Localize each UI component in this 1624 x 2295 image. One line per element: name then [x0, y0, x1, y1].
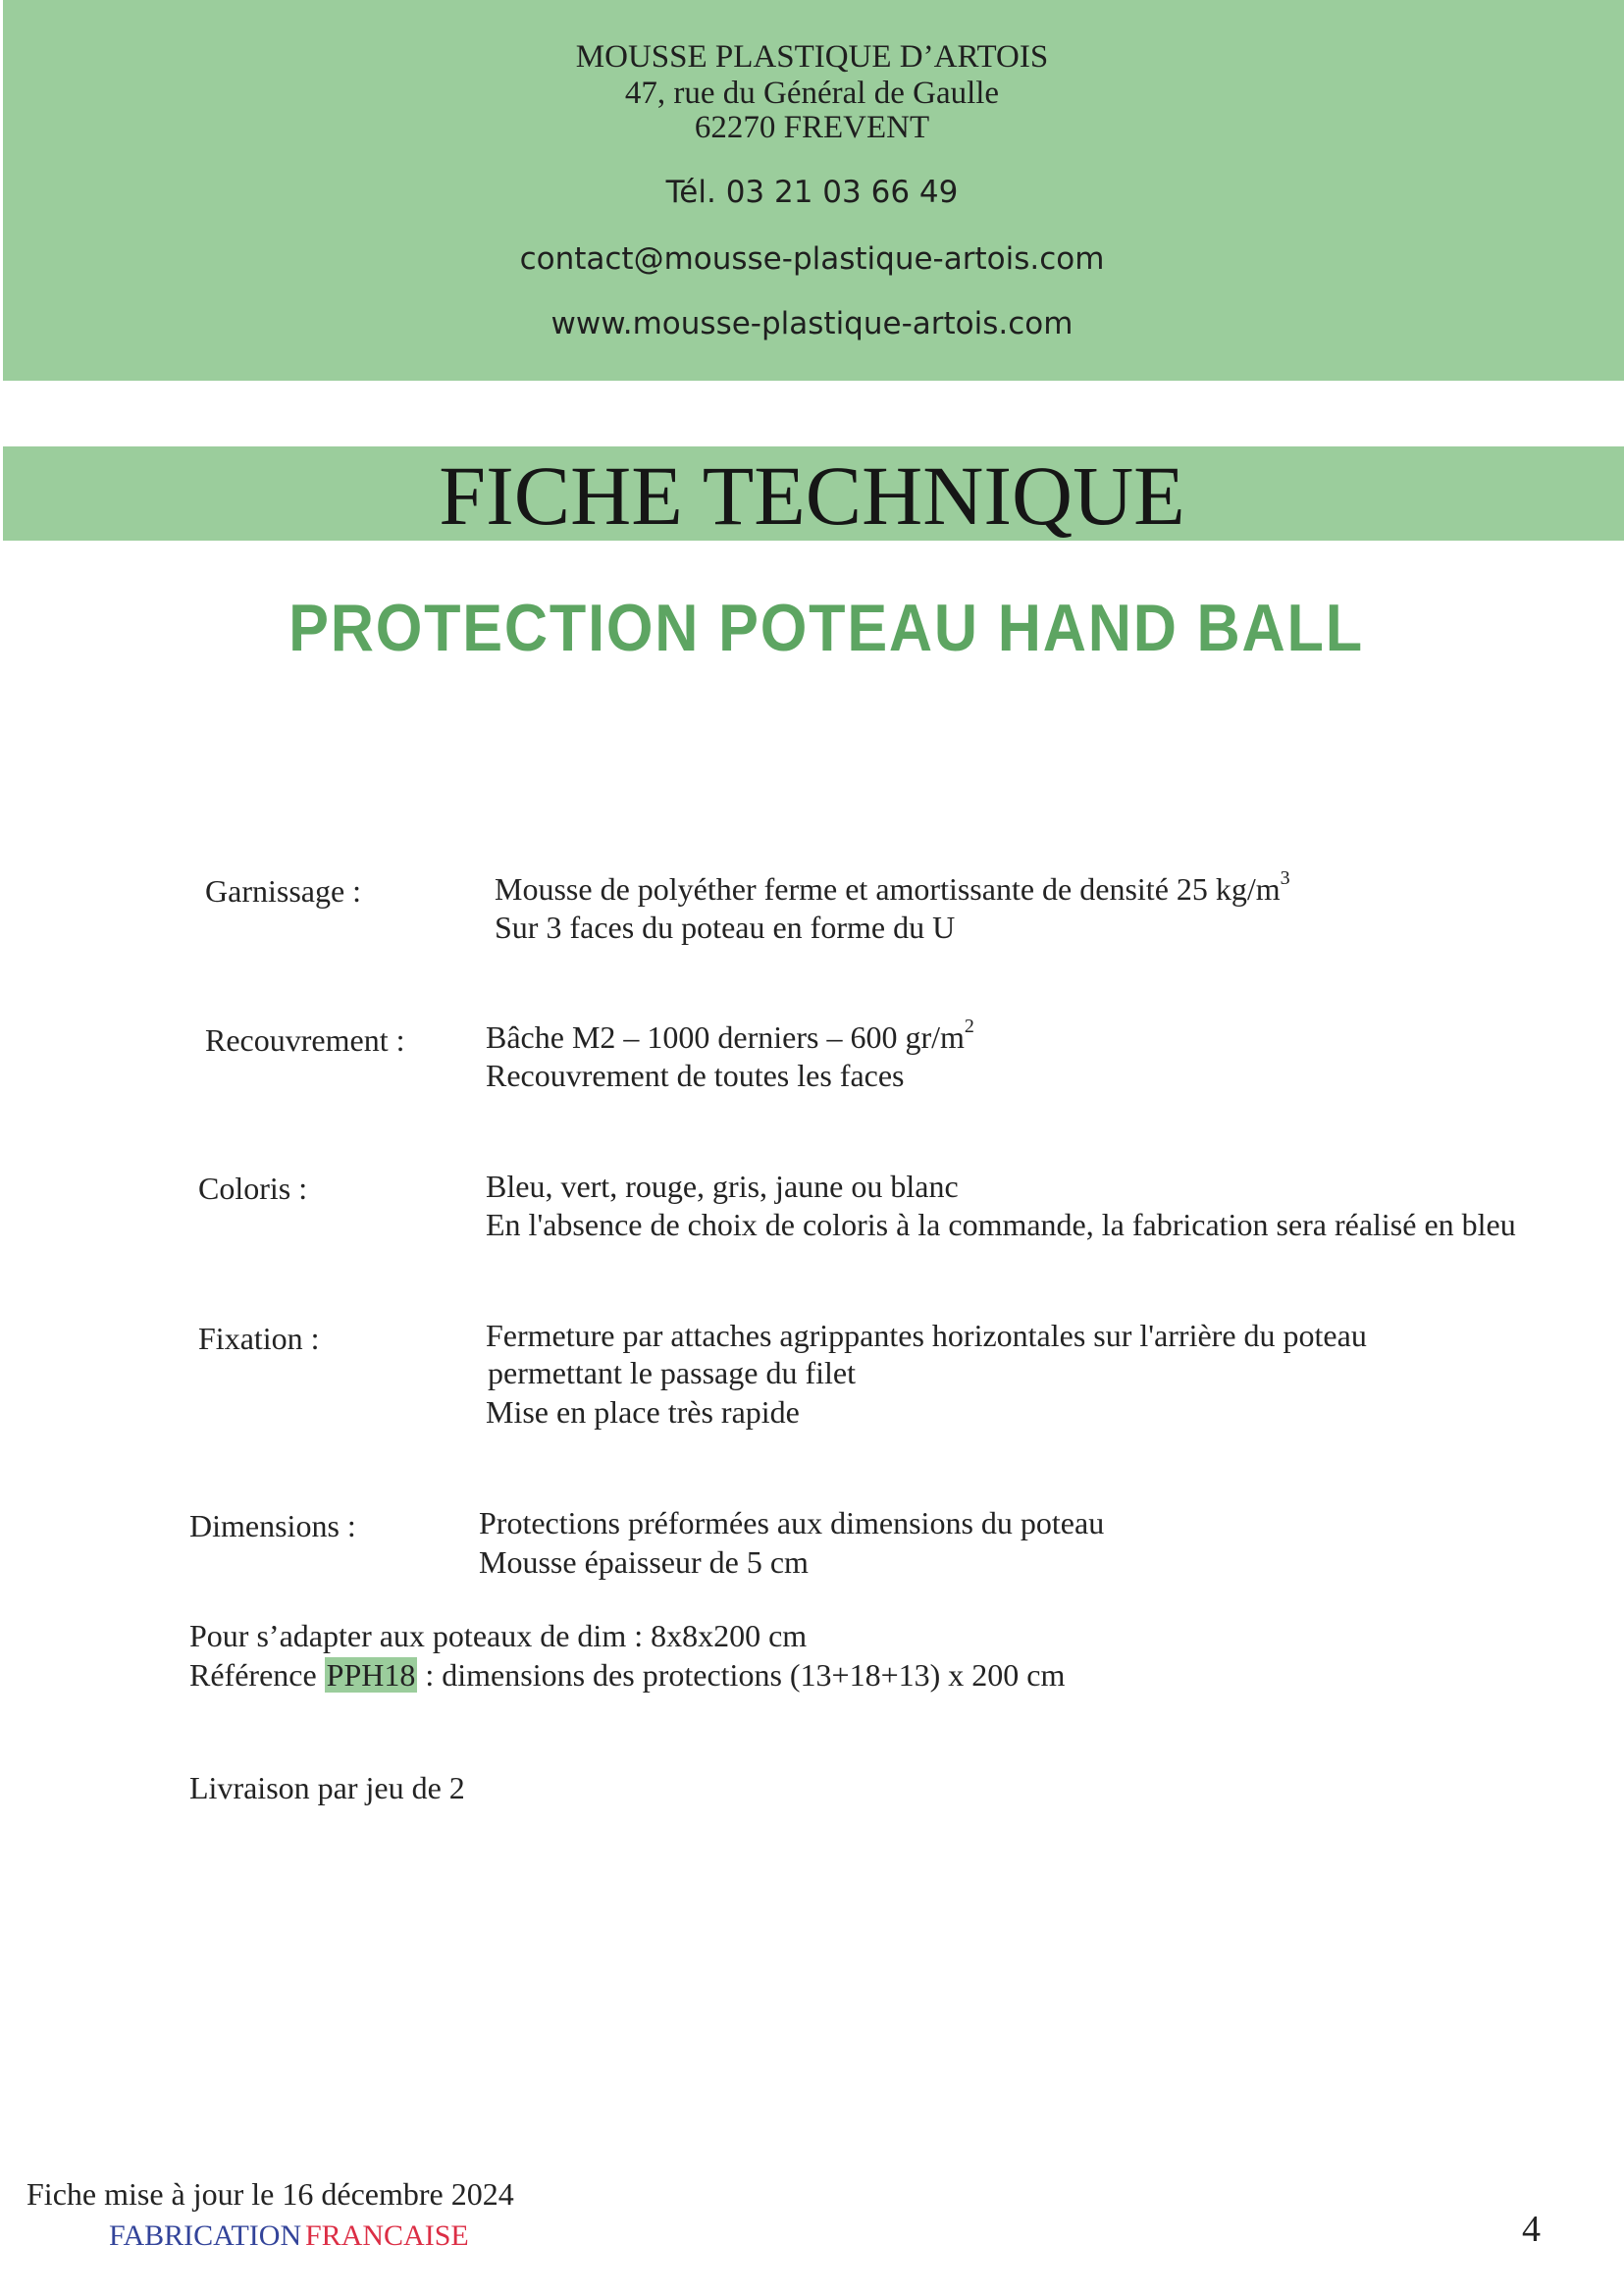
garnissage-line1-text: Mousse de polyéther ferme et amortissante de densité 25 kg/m	[495, 871, 1281, 907]
adapt-line: Pour s’adapter aux poteaux de dim : 8x8x200 cm	[189, 1618, 808, 1653]
company-name: MOUSSE PLASTIQUE D’ARTOIS	[575, 39, 1049, 75]
reference-prefix: Référence	[189, 1657, 325, 1693]
recouvrement-line1	[486, 1018, 974, 1056]
company-phone: Tél. 03 21 03 66 49	[665, 175, 959, 210]
reference-suffix: : dimensions des protections (13+18+13) x 200 cm	[417, 1657, 1066, 1693]
company-website: www.mousse-plastique-artois.com	[550, 306, 1074, 341]
fixation-line3: Mise en place très rapide	[486, 1394, 800, 1430]
dimensions-label: Dimensions :	[189, 1508, 356, 1543]
company-street: 47, rue du Général de Gaulle	[624, 76, 1000, 111]
product-title: PROTECTION POTEAU HAND BALL	[288, 591, 1364, 665]
company-email: contact@mousse-plastique-artois.com	[519, 241, 1105, 277]
fixation-line2: permettant le passage du filet	[488, 1355, 856, 1390]
recouvrement-label: Recouvrement :	[205, 1022, 405, 1058]
document-title: FICHE TECHNIQUE	[439, 448, 1185, 543]
footer-fabrication: FABRICATION	[109, 2219, 302, 2252]
dimensions-line1: Protections préformées aux dimensions du poteau	[479, 1505, 1105, 1540]
company-city: 62270 FREVENT	[694, 110, 930, 145]
page-number: 4	[1522, 2209, 1541, 2250]
fixation-label: Fixation :	[198, 1321, 320, 1356]
garnissage-line2: Sur 3 faces du poteau en forme du U	[495, 910, 956, 945]
recouvrement-line1-text: Bâche M2 – 1000 derniers – 600 gr/m	[486, 1019, 965, 1055]
recouvrement-line2: Recouvrement de toutes les faces	[486, 1058, 905, 1093]
garnissage-line1	[495, 867, 1290, 908]
reference-line	[189, 1656, 1065, 1694]
reference-code: PPH18	[326, 1657, 416, 1693]
fixation-line1: Fermeture par attaches agrippantes horizontales sur l'arrière du poteau	[486, 1318, 1367, 1353]
garnissage-label: Garnissage :	[205, 873, 362, 909]
coloris-line1: Bleu, vert, rouge, gris, jaune ou blanc	[486, 1169, 959, 1204]
garnissage-line1-sup: 3	[1280, 867, 1290, 890]
footer-updated: Fiche mise à jour le 16 décembre 2024	[26, 2176, 514, 2212]
recouvrement-line1-sup: 2	[964, 1016, 974, 1038]
delivery-line: Livraison par jeu de 2	[189, 1770, 465, 1805]
footer-francaise: FRANCAISE	[305, 2219, 469, 2252]
dimensions-line2: Mousse épaisseur de 5 cm	[479, 1544, 809, 1580]
coloris-line2: En l'absence de choix de coloris à la commande, la fabrication sera réalisé en bleu	[486, 1207, 1516, 1242]
coloris-label: Coloris :	[198, 1171, 308, 1206]
